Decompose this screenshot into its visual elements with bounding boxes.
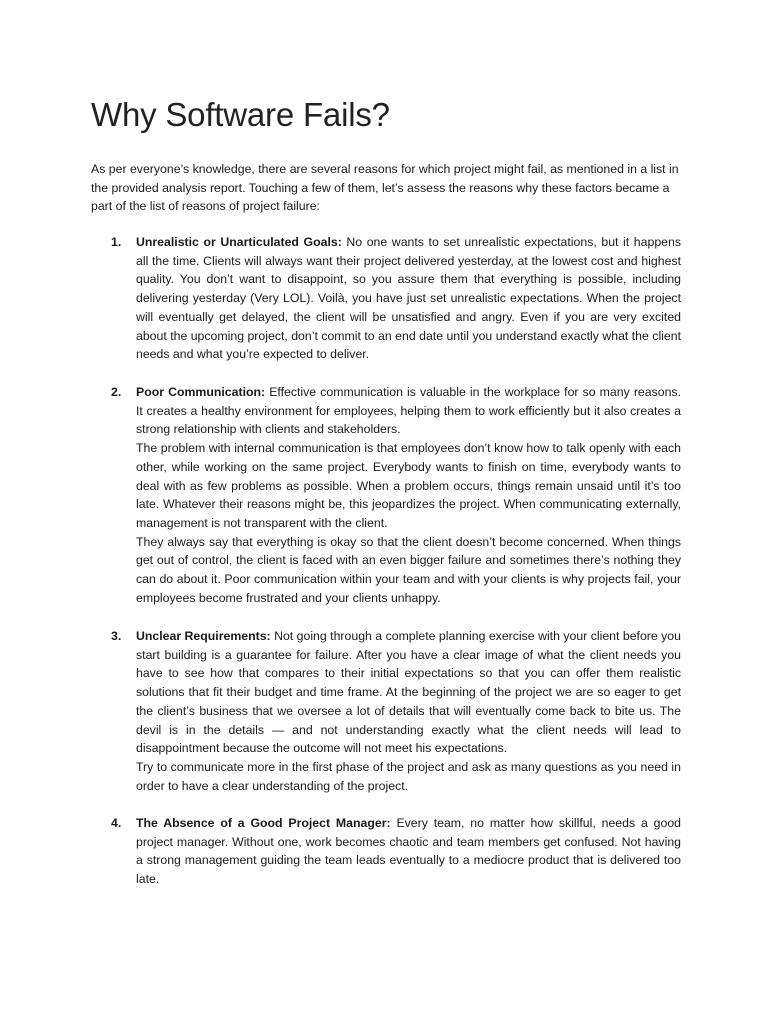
list-item-number: 1.	[111, 235, 122, 249]
list-item-body	[136, 814, 681, 889]
list-item-body	[136, 627, 681, 795]
intro-paragraph: As per everyone’s knowledge, there are several reasons for which project might fail, as mentioned in a list in the provided analysis report. Touching a few of them, let’s assess the reasons why these factors became a part of the list of reasons of project failure:	[91, 162, 679, 214]
list-item-number: 2.	[111, 385, 122, 399]
list-item-heading: Unrealistic or Unarticulated Goals:	[136, 235, 342, 249]
list-item-paragraph: They always say that everything is okay so that the client doesn’t become concerned. When things get out of control, the client is faced with an even bigger failure and sometimes there’s nothing they can do about it. Poor communication within your team and with your clients is why projects fail, your employees become frustrated and your clients unhappy.	[136, 534, 681, 605]
list-item	[91, 233, 681, 364]
list-item-number: 3.	[111, 629, 122, 643]
page-title: Why Software Fails?	[91, 96, 390, 133]
list-item-text: Effective communication is valuable in the workplace for so many reasons. It creates a healthy environment for employees, helping them to work efficiently but it also creates a strong relationship with clients and stakeholders.	[136, 385, 681, 437]
list-item	[91, 627, 681, 795]
list-item-paragraph: The problem with internal communication is that employees don’t know how to talk openly with each other, while working on the same project. Everybody wants to finish on time, everybody wants to deal with as few problems as possible. When a problem occurs, things remain unsaid until it’s too late. Whatever their reasons might be, this jeopardizes the project. When communicating externally, management is not transparent with the client.	[136, 441, 681, 530]
list-item-paragraph: Try to communicate more in the first phase of the project and ask as many questions as you need in order to have a clear understanding of the project.	[136, 759, 681, 793]
list-item-body	[136, 383, 681, 607]
list-item	[91, 814, 681, 889]
list-item-body	[136, 233, 681, 364]
list-item-text: Every team, no matter how skillful, needs a good project manager. Without one, work becomes chaotic and team members get confused. Not having a strong management guiding the team leads eventually to a mediocre product that is delivered too late.	[136, 816, 682, 887]
list-item-text: No one wants to set unrealistic expectations, but it happens all the time. Clients will always want their project delivered yesterday, at the lowest cost and highest quality. You don’t want to disappoint, so you assure them that everything is possible, including delivering yesterday (Very LOL). Voilà, you have just set unrealistic expectations. When the project will eventually get delayed, the client will be unsatisfied and angry. Even if you are very excited about the upcoming project, don’t commit to an end date until you understand exactly what the client needs and what you’re expected to deliver.	[136, 235, 681, 362]
list-item-number: 4.	[111, 816, 122, 830]
list-item-paragraph	[136, 233, 681, 364]
list-item-text: Not going through a complete planning exercise with your client before you start building is a guarantee for failure. After you have a clear image of what the client needs you have to see how that compares to their initial expectations so that you can offer them realistic solutions that fit their budget and time frame. At the beginning of the project we are so eager to get the client’s business that we oversee a lot of details that will eventually come back to bite us. The devil is in the details — and not understanding exactly what the client needs will lead to disappointment because the outcome will not meet his expectations.	[136, 629, 681, 756]
list-item-heading: Unclear Requirements:	[136, 629, 271, 643]
list-item-heading: Poor Communication:	[136, 385, 266, 399]
list-item-paragraph	[136, 627, 681, 758]
list-item-paragraph	[136, 383, 681, 439]
list-item-heading: The Absence of a Good Project Manager:	[136, 816, 391, 830]
list-item	[91, 383, 681, 607]
list-item-paragraph	[136, 814, 681, 889]
